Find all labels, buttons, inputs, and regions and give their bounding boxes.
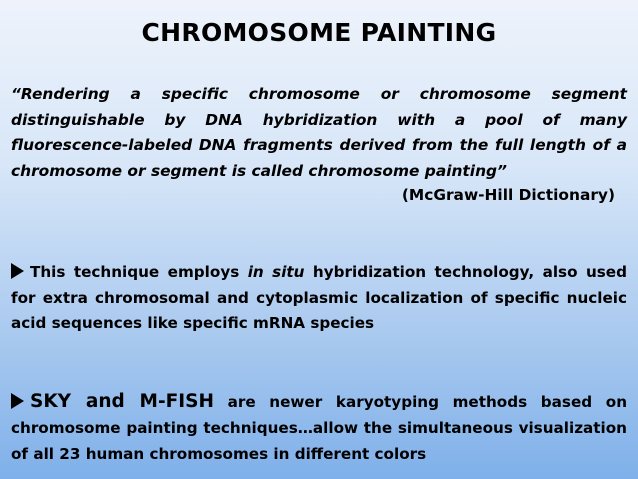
quote-source: (McGraw-Hill Dictionary) — [401, 186, 615, 204]
bullet-text-before: This technique employs — [30, 263, 248, 281]
bullet-item-technique — [11, 260, 627, 337]
bullet-text-italic: in situ — [247, 263, 305, 281]
bullet-highlight: SKY and M-FISH — [30, 391, 214, 412]
bullet-text-after: hybridization technology, also used for extra chromosomal and cytoplasmic localization of specific nucleic acid sequences like specific mRNA species — [11, 263, 627, 332]
bullet-item-sky-mfish — [11, 389, 627, 467]
definition-quote: “Rendering a specific chromosome or chromosome segment distinguishable by DNA hybridization with a pool of many fluorescence-labeled DNA fragments derived from the full length of a chromosome or segment is called chromosome painting” — [11, 85, 627, 180]
bullet-text-after: are newer karyotyping methods based on chromosome painting techniques…allow the simultaneous visualization of all 23 human chromosomes in different colors — [11, 393, 628, 463]
arrow-bullet-icon — [11, 393, 24, 409]
arrow-bullet-icon — [11, 263, 24, 279]
slide-title: CHROMOSOME PAINTING — [141, 18, 497, 47]
